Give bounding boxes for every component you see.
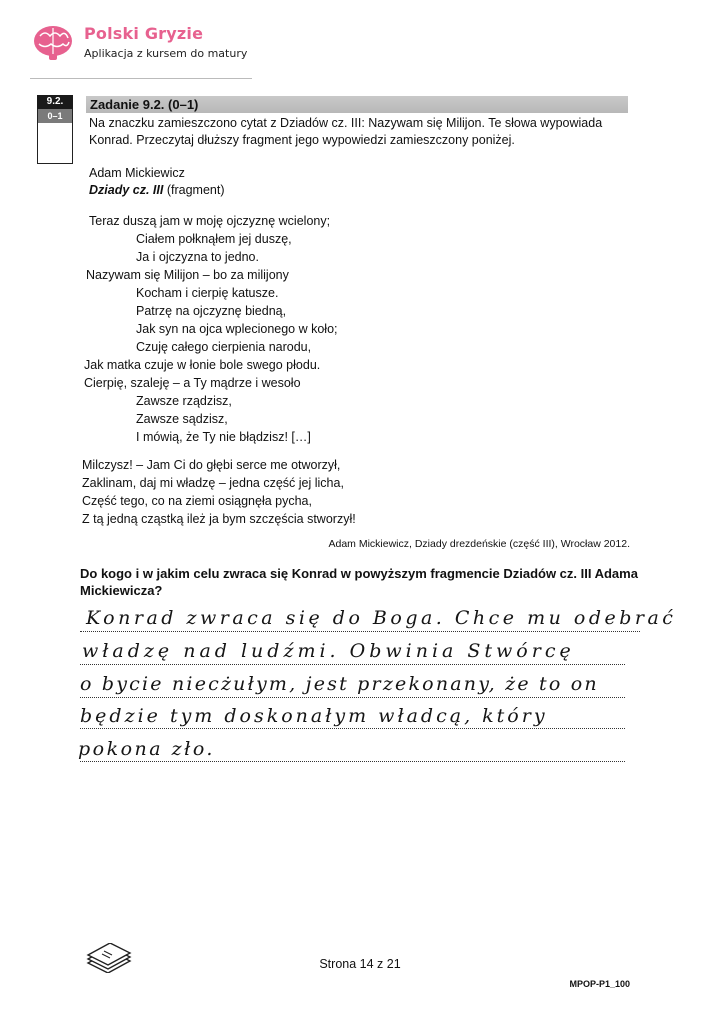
answer-line — [80, 761, 625, 762]
work-note: (fragment) — [166, 183, 225, 197]
poem-line: Część tego, co na ziemi osiągnęła pycha, — [82, 494, 312, 508]
poem-line: Zaklinam, daj mi władzę – jedna część jej licha, — [82, 476, 344, 490]
poem-line: Zawsze sądzisz, — [136, 412, 228, 426]
page-number: Strona 14 z 21 — [319, 957, 401, 971]
poem-line: Patrzę na ojczyznę biedną, — [136, 304, 287, 318]
source-author: Adam Mickiewicz — [89, 166, 185, 180]
brand-header — [30, 22, 247, 62]
poem-line: Nazywam się Milijon – bo za milijony — [86, 268, 289, 282]
poem-line: Z tą jedną cząstką ileż ja bym szczęścia stworzył! — [82, 512, 356, 526]
poem-line: Teraz duszą jam w moję ojczyznę wcielony; — [89, 214, 331, 228]
source-work — [89, 182, 224, 199]
task-title: Zadanie 9.2. (0–1) — [90, 97, 199, 112]
handwritten-answer-line: Konrad zwraca się do Boga. Chce mu odebrać — [86, 607, 677, 629]
score-field — [37, 123, 73, 164]
handwritten-answer-line: pokona zło. — [78, 738, 215, 760]
brain-icon — [30, 22, 76, 62]
question: Do kogo i w jakim celu zwraca się Konrad w powyższym fragmencie Dziadów cz. III Adama Mickiewicza? — [80, 566, 638, 598]
brand-title: Polski Gryzie — [84, 24, 204, 43]
handwritten-answer-line: będzie tym doskonałym władcą, który — [80, 705, 548, 727]
task-intro: Na znaczku zamieszczono cytat z Dziadów cz. III: Nazywam się Milijon. Te słowa wypowiada Konrad. Przeczytaj dłuższy fragment jego wypowiedzi zamieszczony poniżej. — [89, 116, 603, 147]
citation: Adam Mickiewicz, Dziady drezdeńskie (część III), Wrocław 2012. — [328, 538, 630, 550]
task-number: 9.2. — [37, 95, 73, 109]
poem-line: Kocham i cierpię katusze. — [136, 286, 279, 300]
answer-line — [80, 664, 625, 665]
header-divider — [30, 78, 252, 79]
poem-line: I mówią, że Ty nie błądzisz! […] — [136, 430, 311, 444]
poem-line: Zawsze rządzisz, — [136, 394, 232, 408]
task-points: 0–1 — [37, 109, 73, 123]
poem-line: Ja i ojczyzna to jedno. — [136, 250, 259, 264]
exam-code: MPOP-P1_100 — [569, 979, 630, 989]
poem-line: Jak matka czuje w łonie bole swego płodu. — [84, 358, 321, 372]
brand-subtitle: Aplikacja z kursem do matury — [84, 47, 248, 60]
handwritten-answer-line: o bycie niecżułym, jest przekonany, że to on — [80, 673, 599, 695]
handwritten-answer-line: władzę nad ludźmi. Obwinia Stwórcę — [82, 640, 575, 662]
poem-line: Ciałem połknąłem jej duszę, — [136, 232, 292, 246]
poem-line: Milczysz! – Jam Ci do głębi serce me otworzył, — [82, 458, 341, 472]
work-title: Dziady cz. III — [89, 183, 164, 197]
answer-line — [80, 631, 640, 632]
poem-line: Czuję całego cierpienia narodu, — [136, 340, 312, 354]
answer-line — [80, 697, 625, 698]
answer-line — [80, 728, 625, 729]
score-box — [37, 95, 73, 164]
poem-line: Jak syn na ojca wplecionego w koło; — [136, 322, 338, 336]
poem-line: Cierpię, szaleję – a Ty mądrze i wesoło — [84, 376, 301, 390]
